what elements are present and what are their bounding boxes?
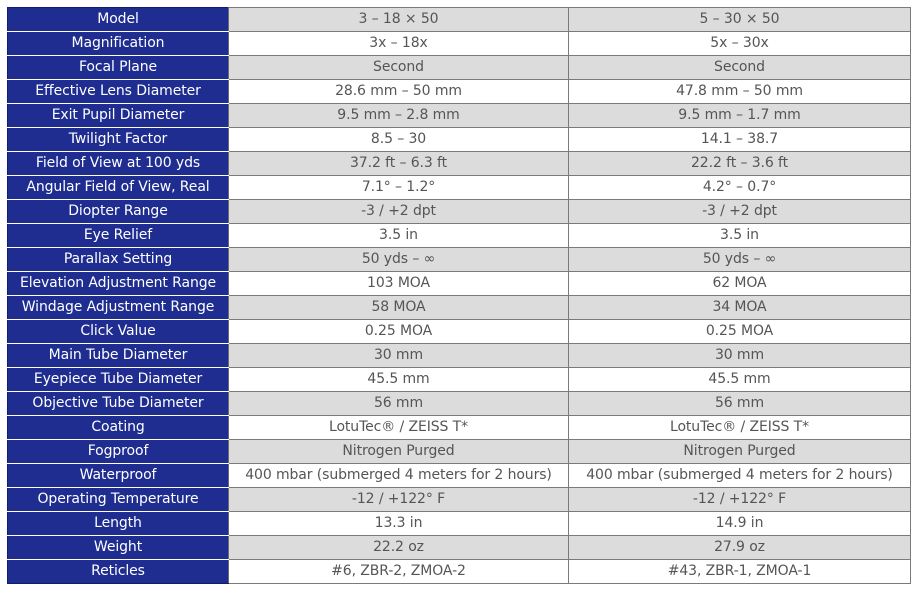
row-label: Twilight Factor — [8, 128, 229, 152]
value-cell-model-b: 0.25 MOA — [569, 320, 911, 344]
row-label: Weight — [8, 536, 229, 560]
value-cell-model-a: 7.1° – 1.2° — [229, 176, 569, 200]
value-cell-model-b: LotuTec® / ZEISS T* — [569, 416, 911, 440]
table-row — [8, 368, 911, 392]
value-cell-model-a: Second — [229, 56, 569, 80]
table-row — [8, 560, 911, 584]
value-cell-model-a: Nitrogen Purged — [229, 440, 569, 464]
table-row — [8, 320, 911, 344]
value-cell-model-b: 14.1 – 38.7 — [569, 128, 911, 152]
value-cell-model-b: 400 mbar (submerged 4 meters for 2 hours) — [569, 464, 911, 488]
table-row — [8, 8, 911, 32]
table-row — [8, 176, 911, 200]
table-row — [8, 488, 911, 512]
value-cell-model-a: -3 / +2 dpt — [229, 200, 569, 224]
table-row — [8, 152, 911, 176]
table-row — [8, 344, 911, 368]
value-cell-model-b: 4.2° – 0.7° — [569, 176, 911, 200]
row-label: Model — [8, 8, 229, 32]
value-cell-model-a: 103 MOA — [229, 272, 569, 296]
value-cell-model-b: 47.8 mm – 50 mm — [569, 80, 911, 104]
row-label: Magnification — [8, 32, 229, 56]
value-cell-model-b: Second — [569, 56, 911, 80]
row-label: Field of View at 100 yds — [8, 152, 229, 176]
value-cell-model-a: #6, ZBR-2, ZMOA-2 — [229, 560, 569, 584]
spec-comparison-table — [7, 7, 911, 584]
table-row — [8, 224, 911, 248]
row-label: Diopter Range — [8, 200, 229, 224]
value-cell-model-a: 22.2 oz — [229, 536, 569, 560]
row-label: Coating — [8, 416, 229, 440]
value-cell-model-a: 58 MOA — [229, 296, 569, 320]
row-label: Windage Adjustment Range — [8, 296, 229, 320]
value-cell-model-a: LotuTec® / ZEISS T* — [229, 416, 569, 440]
table-row — [8, 464, 911, 488]
value-cell-model-a: 56 mm — [229, 392, 569, 416]
table-row — [8, 128, 911, 152]
value-cell-model-a: 3x – 18x — [229, 32, 569, 56]
row-label: Click Value — [8, 320, 229, 344]
value-cell-model-b: 14.9 in — [569, 512, 911, 536]
value-cell-model-a: 13.3 in — [229, 512, 569, 536]
row-label: Eye Relief — [8, 224, 229, 248]
value-cell-model-a: 30 mm — [229, 344, 569, 368]
row-label: Parallax Setting — [8, 248, 229, 272]
row-label: Exit Pupil Diameter — [8, 104, 229, 128]
value-cell-model-b: #43, ZBR-1, ZMOA-1 — [569, 560, 911, 584]
value-cell-model-b: 30 mm — [569, 344, 911, 368]
table-row — [8, 248, 911, 272]
value-cell-model-b: -12 / +122° F — [569, 488, 911, 512]
row-label: Waterproof — [8, 464, 229, 488]
row-label: Objective Tube Diameter — [8, 392, 229, 416]
value-cell-model-b: 22.2 ft – 3.6 ft — [569, 152, 911, 176]
table-row — [8, 440, 911, 464]
value-cell-model-b: 5 – 30 × 50 — [569, 8, 911, 32]
value-cell-model-b: 27.9 oz — [569, 536, 911, 560]
table-row — [8, 512, 911, 536]
value-cell-model-a: 400 mbar (submerged 4 meters for 2 hours) — [229, 464, 569, 488]
row-label: Eyepiece Tube Diameter — [8, 368, 229, 392]
value-cell-model-a: 9.5 mm – 2.8 mm — [229, 104, 569, 128]
row-label: Length — [8, 512, 229, 536]
value-cell-model-a: 45.5 mm — [229, 368, 569, 392]
value-cell-model-a: 8.5 – 30 — [229, 128, 569, 152]
value-cell-model-a: 28.6 mm – 50 mm — [229, 80, 569, 104]
row-label: Reticles — [8, 560, 229, 584]
row-label: Angular Field of View, Real — [8, 176, 229, 200]
value-cell-model-b: 34 MOA — [569, 296, 911, 320]
row-label: Main Tube Diameter — [8, 344, 229, 368]
table-row — [8, 56, 911, 80]
value-cell-model-a: 37.2 ft – 6.3 ft — [229, 152, 569, 176]
value-cell-model-a: 3.5 in — [229, 224, 569, 248]
value-cell-model-a: 50 yds – ∞ — [229, 248, 569, 272]
spec-table-body — [8, 8, 911, 584]
value-cell-model-b: 5x – 30x — [569, 32, 911, 56]
table-row — [8, 104, 911, 128]
table-row — [8, 392, 911, 416]
table-row — [8, 296, 911, 320]
row-label: Fogproof — [8, 440, 229, 464]
value-cell-model-b: 56 mm — [569, 392, 911, 416]
row-label: Elevation Adjustment Range — [8, 272, 229, 296]
table-row — [8, 536, 911, 560]
value-cell-model-b: 3.5 in — [569, 224, 911, 248]
value-cell-model-b: 62 MOA — [569, 272, 911, 296]
table-row — [8, 272, 911, 296]
row-label: Operating Temperature — [8, 488, 229, 512]
value-cell-model-b: 45.5 mm — [569, 368, 911, 392]
value-cell-model-b: 50 yds – ∞ — [569, 248, 911, 272]
value-cell-model-a: 3 – 18 × 50 — [229, 8, 569, 32]
value-cell-model-b: -3 / +2 dpt — [569, 200, 911, 224]
value-cell-model-a: 0.25 MOA — [229, 320, 569, 344]
table-row — [8, 200, 911, 224]
table-row — [8, 80, 911, 104]
row-label: Focal Plane — [8, 56, 229, 80]
table-row — [8, 416, 911, 440]
value-cell-model-b: 9.5 mm – 1.7 mm — [569, 104, 911, 128]
value-cell-model-b: Nitrogen Purged — [569, 440, 911, 464]
table-row — [8, 32, 911, 56]
row-label: Effective Lens Diameter — [8, 80, 229, 104]
value-cell-model-a: -12 / +122° F — [229, 488, 569, 512]
